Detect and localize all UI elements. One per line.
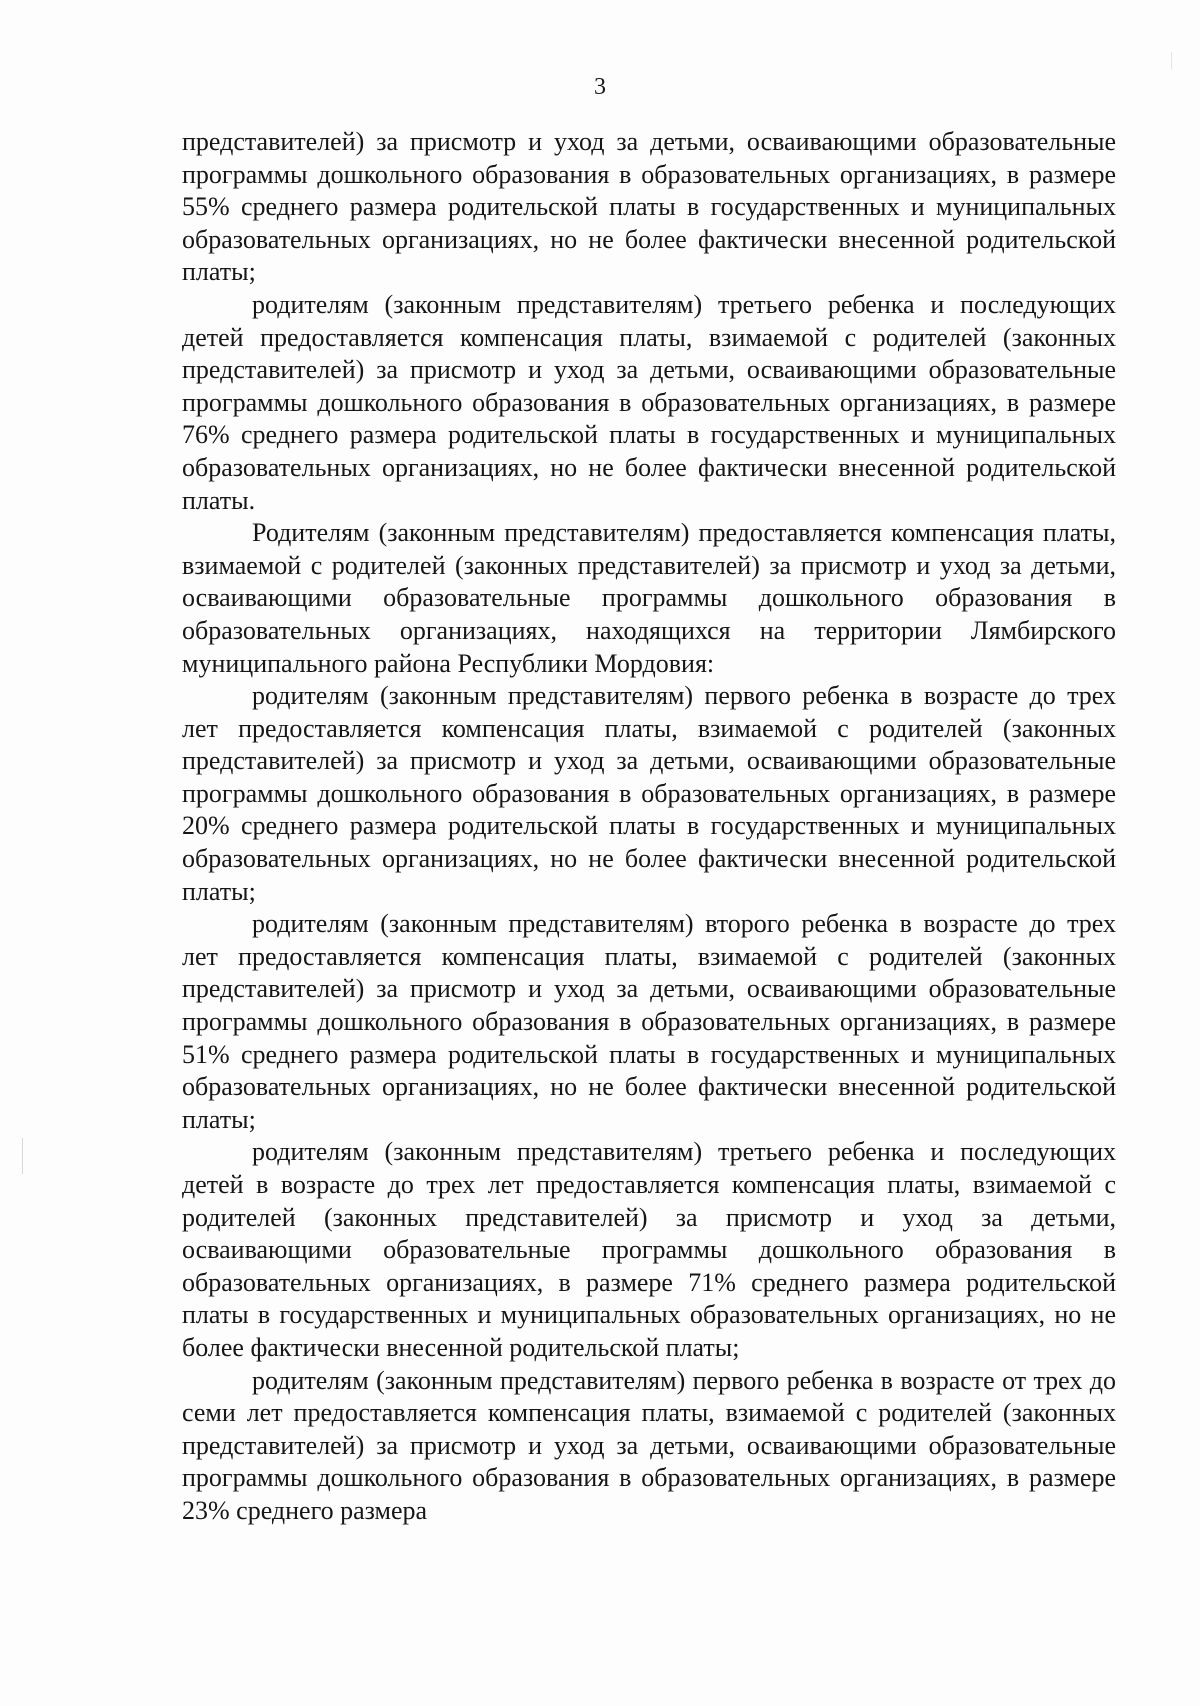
page-number: 3: [594, 74, 606, 100]
paragraph-third-child-under-three: родителям (законным представителям) третьего ребенка и последующих детей в возрасте до трех лет предоставляется компенсация платы, взимаемой с родителей (законных представителей) за присмотр и уход за детьми, осваивающими образовательные программы дошкольного образования в образовательных организациях, в размере 71% среднего размера родительской платы в государственных и муниципальных образовательных организациях, но не более фактически внесенной родительской платы;: [182, 1137, 1116, 1362]
paragraph-second-child-under-three: родителям (законным представителям) второго ребенка в возрасте до трех лет предоставляется компенсация платы, взимаемой с родителей (законных представителей) за присмотр и уход за детьми, осваивающими образовательные программы дошкольного образования в образовательных организациях, в размере 51% среднего размера родительской платы в государственных и муниципальных образовательных организациях, но не более фактически внесенной родительской платы;: [182, 909, 1116, 1134]
scan-margin-mark: [22, 1138, 23, 1174]
paragraph-continuation: представителей) за присмотр и уход за детьми, осваивающими образовательные программы дошкольного образования в образовательных организациях, в размере 55% среднего размера родительской платы в государственных и муниципальных образовательных организациях, но не более фактически внесенной родительской платы;: [182, 127, 1116, 287]
paragraph-first-child-under-three: родителям (законным представителям) первого ребенка в возрасте до трех лет предоставляется компенсация платы, взимаемой с родителей (законных представителей) за присмотр и уход за детьми, осваивающими образовательные программы дошкольного образования в образовательных организациях, в размере 20% среднего размера родительской платы в государственных и муниципальных образовательных организациях, но не более фактически внесенной родительской платы;: [182, 681, 1116, 906]
paragraph-first-child-three-to-seven: родителям (законным представителям) первого ребенка в возрасте от трех до семи лет предоставляется компенсация платы, взимаемой с родителей (законных представителей) за присмотр и уход за детьми, осваивающими образовательные программы дошкольного образования в образовательных организациях, в размере 23% среднего размера: [182, 1365, 1116, 1525]
paragraph-lyambir-compensation-intro: Родителям (законным представителям) предоставляется компенсация платы, взимаемой с родителей (законных представителей) за присмотр и уход за детьми, осваивающими образовательные программы дошкольного образования в образовательных организациях, находящихся на территории Лямбирского муниципального района Республики Мордовия:: [182, 518, 1116, 678]
scan-edge-mark: [1171, 52, 1172, 70]
document-body: [182, 126, 1116, 1528]
paragraph-third-child-compensation: родителям (законным представителям) третьего ребенка и последующих детей предоставляется компенсация платы, взимаемой с родителей (законных представителей) за присмотр и уход за детьми, осваивающими образовательные программы дошкольного образования в образовательных организациях, в размере 76% среднего размера родительской платы в государственных и муниципальных образовательных организациях, но не более фактически внесенной родительской платы.: [182, 289, 1116, 515]
